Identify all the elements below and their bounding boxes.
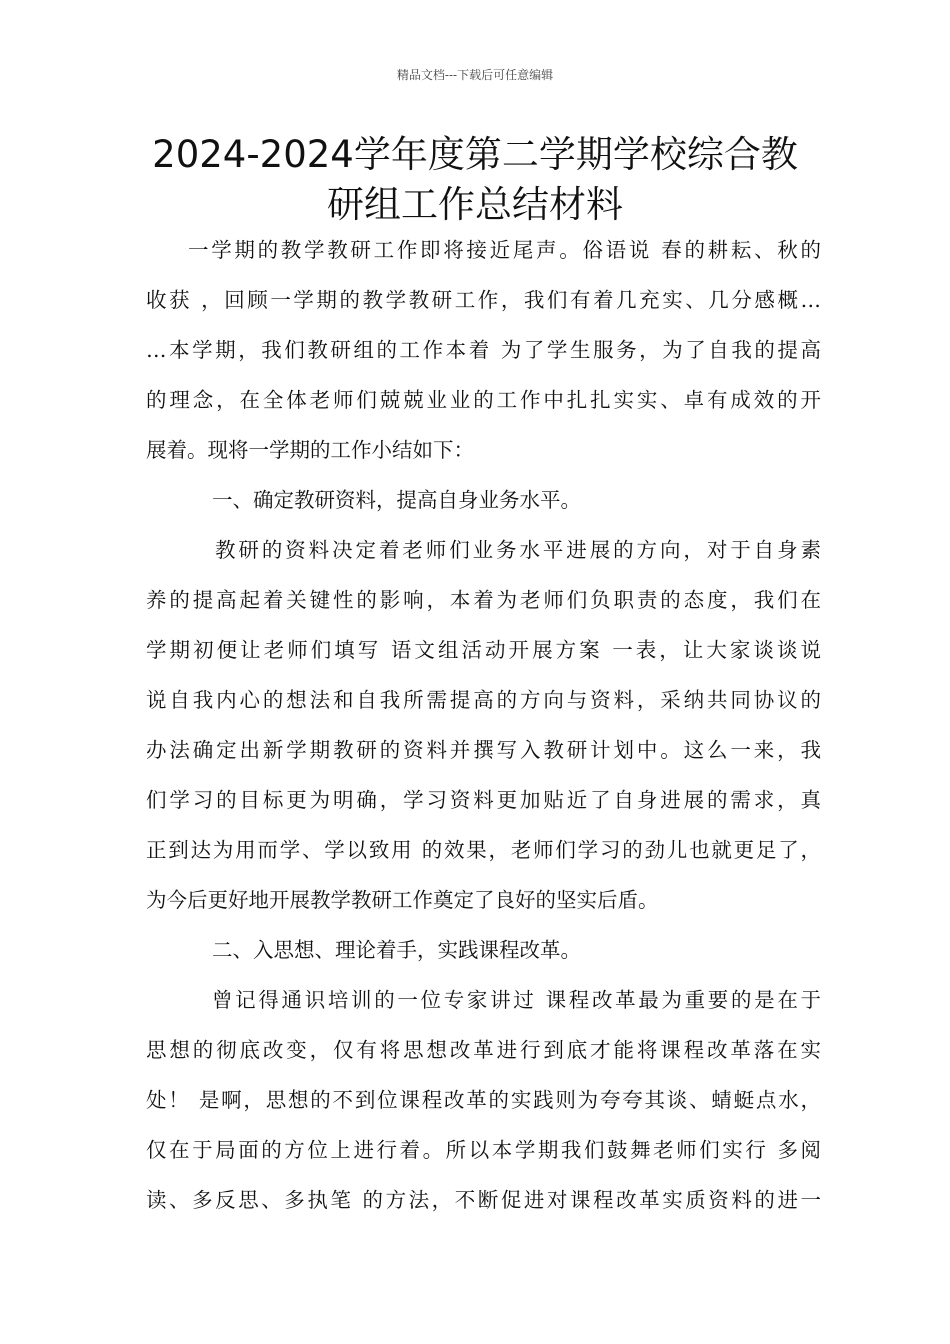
document-title-line-1: 2024-2024学年度第二学期学校综合教	[152, 133, 798, 176]
paragraph-1-line: 一学期的教学教研工作即将接近尾声。俗语说 春的耕耘、秋的	[188, 238, 821, 262]
paragraph-2-line: 教研的资料决定着老师们业务水平进展的方向，对于自身素	[215, 538, 821, 562]
paragraph-2-line: 养的提高起着关键性的影响，本着为老师们负职责的态度，我们在	[146, 588, 821, 612]
paragraph-2-line: 们学习的目标更为明确，学习资料更加贴近了自身进展的需求，真	[146, 788, 821, 812]
paragraph-3-line: 思想的彻底改变，仅有将思想改革进行到底才能将课程改革落在实	[146, 1038, 821, 1062]
header-note: 精品文档---下载后可任意编辑	[396, 68, 554, 82]
paragraph-3-line: 仅在于局面的方位上进行着。所以本学期我们鼓舞老师们实行 多阅	[146, 1138, 821, 1162]
document-title-line-2: 研组工作总结材料	[327, 183, 623, 226]
paragraph-1-line: …本学期，我们教研组的工作本着 为了学生服务，为了自我的提高	[146, 338, 821, 362]
paragraph-1-line: 收获 ，回顾一学期的教学教研工作，我们有着几充实、几分感概…	[146, 288, 821, 312]
paragraph-2-line: 说自我内心的想法和自我所需提高的方向与资料，采纳共同协议的	[146, 688, 821, 712]
paragraph-3-line: 曾记得通识培训的一位专家讲过 课程改革最为重要的是在于	[212, 988, 821, 1012]
paragraph-1-line: 的理念，在全体老师们兢兢业业的工作中扎扎实实、卓有成效的开	[146, 388, 821, 412]
paragraph-1-line: 展着。现将一学期的工作小结如下：	[146, 438, 474, 462]
paragraph-2-line: 为今后更好地开展教学教研工作奠定了良好的坚实后盾。	[146, 888, 659, 912]
paragraph-3-line: 读、多反思、多执笔 的方法，不断促进对课程改革实质资料的进一	[146, 1188, 821, 1212]
paragraph-2-line: 正到达为用而学、学以致用 的效果，老师们学习的劲儿也就更足了，	[146, 838, 821, 862]
paragraph-2-line: 学期初便让老师们填写 语文组活动开展方案 一表，让大家谈谈说	[146, 638, 821, 662]
paragraph-2-line: 办法确定出新学期教研的资料并撰写入教研计划中。这么一来，我	[146, 738, 821, 762]
paragraph-3-line: 处！ 是啊，思想的不到位课程改革的实践则为夸夸其谈、蜻蜓点水，	[146, 1088, 821, 1112]
section-heading-1: 一、确定教研资料，提高自身业务水平。	[212, 488, 581, 512]
section-heading-2: 二、入思想、理论着手，实践课程改革。	[212, 938, 581, 962]
